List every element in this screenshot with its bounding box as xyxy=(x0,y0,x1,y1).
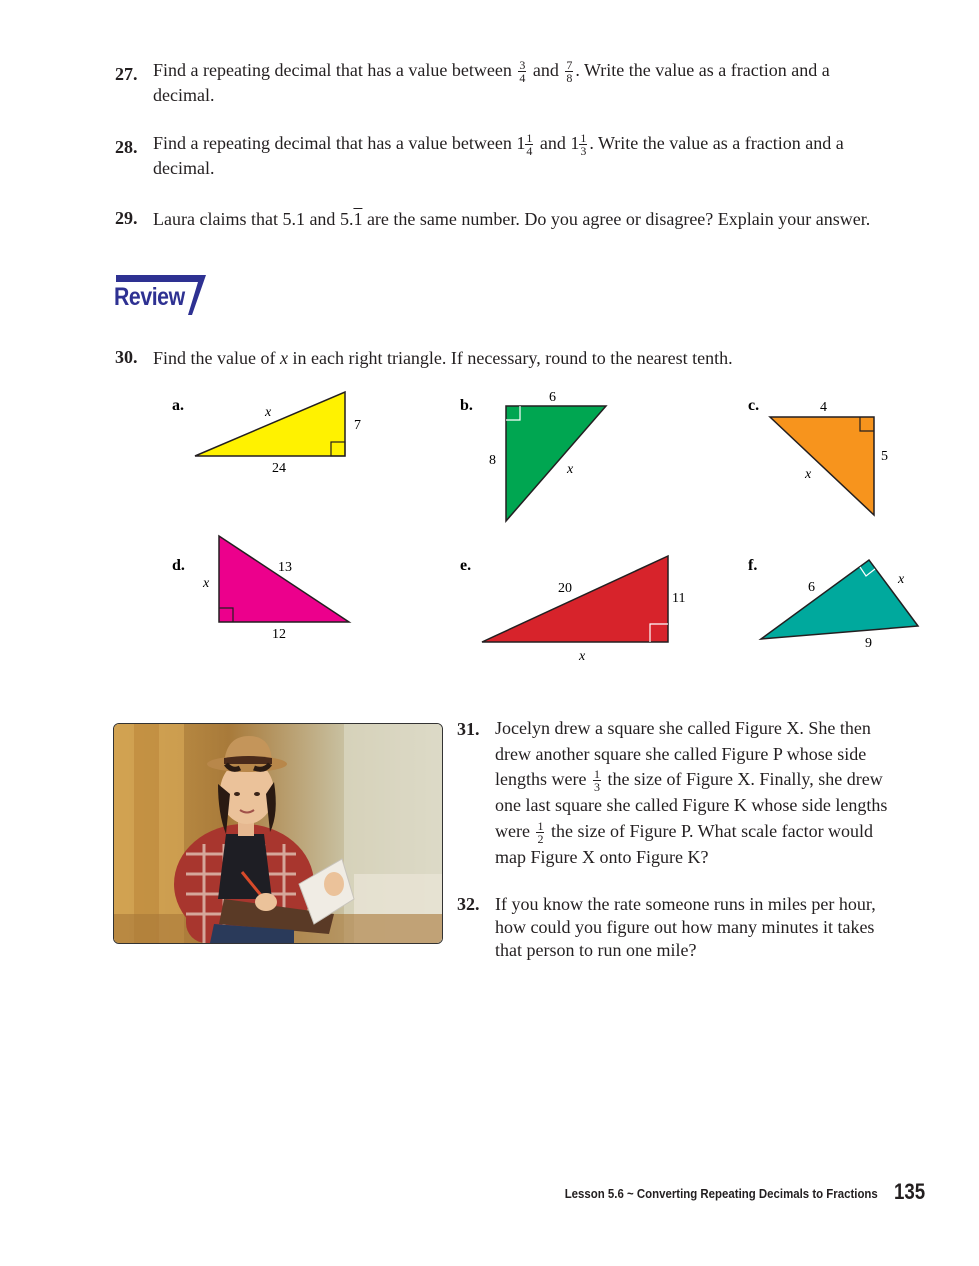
q27-and: and xyxy=(532,60,559,80)
q29-text xyxy=(153,208,953,231)
q27-text-a: Find a repeating decimal that has a value between xyxy=(153,60,512,80)
student-photo xyxy=(113,723,443,944)
q32-line1: If you know the rate someone runs in miles per hour, xyxy=(495,894,876,914)
q27-number: 27. xyxy=(115,64,138,84)
q30-number: 30. xyxy=(115,347,138,367)
triangle-c-label: c. xyxy=(748,397,760,414)
q29-number: 29. xyxy=(115,208,138,228)
q32-text xyxy=(495,893,925,962)
q28-text-c: decimal. xyxy=(153,158,215,179)
triangle-e xyxy=(460,556,685,664)
triangle-b-leg2: 8 xyxy=(489,453,496,468)
triangle-a-label: a. xyxy=(172,397,184,414)
q29-text-a: Laura claims that 5.1 and xyxy=(153,209,336,229)
triangle-a-leg2: 24 xyxy=(272,461,286,476)
q30-variable: x xyxy=(279,348,288,368)
triangle-a xyxy=(172,392,361,476)
triangle-d-leg1: x xyxy=(203,576,210,591)
q27-fraction-2: $\frac{7}{8}$ xyxy=(566,58,573,86)
q31-line3a: lengths were xyxy=(495,769,587,789)
triangle-d-shape xyxy=(219,536,349,622)
q27-text-b: . Write the value as a fraction and a xyxy=(575,60,830,80)
q31-line5a: were xyxy=(495,820,530,841)
triangle-d-leg2: 12 xyxy=(272,627,286,642)
triangle-c-leg2: 5 xyxy=(881,449,888,464)
footer-page-number: 135 xyxy=(894,1179,926,1204)
q31-line4: one last square she called Figure K whose side lengths xyxy=(495,795,888,816)
q31-line6: map Figure X onto Figure K? xyxy=(495,847,709,868)
triangle-a-hyp: x xyxy=(265,405,272,420)
triangle-f xyxy=(748,557,918,651)
q28-number: 28. xyxy=(115,137,138,157)
triangle-b-hyp: x xyxy=(567,462,574,477)
q31-line3b: the size of Figure X. Finally, she drew xyxy=(607,769,883,789)
q31-line5b: the size of Figure P. What scale factor would xyxy=(550,820,874,841)
triangle-c-leg1: 4 xyxy=(820,400,827,415)
triangle-e-leg1: 11 xyxy=(672,591,686,606)
q32-line2: how could you figure out how many minutes it takes xyxy=(495,917,875,937)
q29-text-b: are the same number. Do you agree or disagree? Explain your answer. xyxy=(366,209,871,229)
q30-text xyxy=(153,347,913,370)
footer-lesson-title: Lesson 5.6 ~ Converting Repeating Decimals to Fractions xyxy=(564,1186,878,1201)
triangle-b-shape xyxy=(506,406,606,521)
triangle-d-label: d. xyxy=(172,557,185,574)
q31-fraction-2: $\frac{1}{2}$ xyxy=(537,819,544,847)
triangles-figure xyxy=(0,380,979,680)
q27-fraction-1: $\frac{3}{4}$ xyxy=(519,58,526,86)
triangle-f-shape xyxy=(761,560,918,639)
q27-text xyxy=(153,59,913,107)
triangle-a-shape xyxy=(195,392,345,456)
triangle-e-label: e. xyxy=(460,557,472,574)
triangle-f-leg1: 6 xyxy=(808,580,815,595)
q32-line3: that person to run one mile? xyxy=(495,940,697,960)
q28-text-a: Find a repeating decimal that has a value between xyxy=(153,133,512,153)
student-illustration xyxy=(114,724,442,943)
review-heading: Review xyxy=(114,283,185,311)
q30-text-a: Find the value of xyxy=(153,348,276,368)
q31-line2: drew another square she called Figure P whose side xyxy=(495,743,867,764)
q29-repeating-value: 5.1 xyxy=(339,209,363,229)
triangle-c xyxy=(748,397,888,515)
triangle-b-label: b. xyxy=(460,397,473,414)
triangle-e-shape xyxy=(482,556,668,642)
q31-number: 31. xyxy=(457,719,480,739)
q27-text-c: decimal. xyxy=(153,85,215,106)
q31-fraction-1: $\frac{1}{3}$ xyxy=(593,767,600,795)
triangle-f-hyp: 9 xyxy=(865,636,872,651)
triangle-c-shape xyxy=(770,417,874,515)
q32-number: 32. xyxy=(457,894,480,914)
triangle-d xyxy=(172,536,349,642)
q28-and: and xyxy=(539,133,566,153)
q28-text xyxy=(153,132,913,180)
triangle-f-leg2: x xyxy=(898,572,905,587)
q30-text-b: in each right triangle. If necessary, round to the nearest tenth. xyxy=(292,348,733,368)
triangle-b-leg1: 6 xyxy=(549,390,556,405)
q31-text xyxy=(495,716,925,871)
triangle-f-label: f. xyxy=(748,557,758,574)
triangle-e-leg2: x xyxy=(579,649,586,664)
q28-mixed-number-1: 1 $\frac{1}{4}$ xyxy=(516,131,533,159)
triangle-a-leg1: 7 xyxy=(354,418,361,433)
triangle-b xyxy=(460,390,606,521)
triangle-c-hyp: x xyxy=(805,467,812,482)
q31-line1: Jocelyn drew a square she called Figure X. She then xyxy=(495,718,871,738)
q28-text-b: . Write the value as a fraction and a xyxy=(589,133,844,153)
triangle-d-hyp: 13 xyxy=(278,560,292,575)
triangle-e-hyp: 20 xyxy=(558,581,572,596)
q28-mixed-number-2: 1 $\frac{1}{3}$ xyxy=(570,131,587,159)
